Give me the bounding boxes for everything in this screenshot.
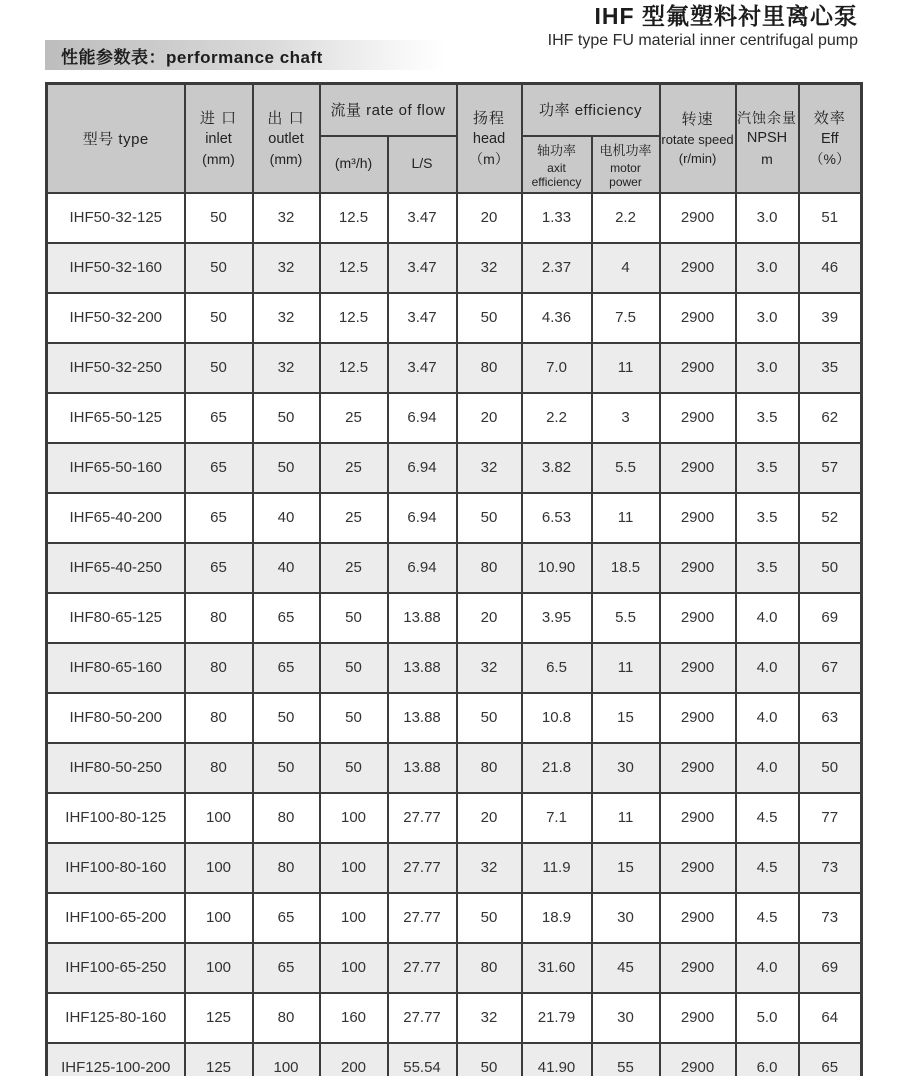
value-cell: 100: [185, 793, 253, 843]
value-cell: 4: [592, 243, 660, 293]
value-cell: 11: [592, 643, 660, 693]
value-cell: 6.5: [522, 643, 592, 693]
value-cell: 55: [592, 1043, 660, 1076]
col-header-power: [522, 84, 660, 136]
value-cell: 50: [185, 193, 253, 243]
value-cell: 2900: [660, 893, 736, 943]
value-cell: 32: [253, 193, 320, 243]
value-cell: 2900: [660, 793, 736, 843]
speed-zh: 转速: [681, 110, 714, 128]
value-cell: 65: [253, 593, 320, 643]
table-row: [47, 443, 862, 493]
value-cell: 20: [457, 393, 522, 443]
value-cell: 80: [253, 993, 320, 1043]
value-cell: 100: [320, 943, 388, 993]
value-cell: 40: [253, 493, 320, 543]
value-cell: 52: [799, 493, 862, 543]
value-cell: 3: [592, 393, 660, 443]
table-header: [47, 84, 862, 193]
value-cell: 3.47: [388, 343, 457, 393]
table-row: [47, 743, 862, 793]
value-cell: 125: [185, 993, 253, 1043]
value-cell: 3.5: [736, 543, 799, 593]
table-row: [47, 643, 862, 693]
value-cell: 80: [185, 693, 253, 743]
value-cell: 3.0: [736, 243, 799, 293]
value-cell: 4.5: [736, 893, 799, 943]
value-cell: 2900: [660, 293, 736, 343]
value-cell: 2900: [660, 243, 736, 293]
value-cell: 65: [253, 943, 320, 993]
col-header-head: [457, 84, 522, 193]
model-cell: IHF50-32-250: [47, 343, 185, 393]
value-cell: 30: [592, 993, 660, 1043]
inlet-zh: 进 口: [199, 109, 238, 127]
value-cell: 13.88: [388, 743, 457, 793]
value-cell: 11: [592, 793, 660, 843]
value-cell: 4.36: [522, 293, 592, 343]
outlet-unit: (mm): [269, 151, 303, 167]
model-cell: IHF80-50-200: [47, 693, 185, 743]
value-cell: 2900: [660, 743, 736, 793]
value-cell: 65: [799, 1043, 862, 1076]
eff-zh: 效率: [813, 109, 846, 127]
value-cell: 10.90: [522, 543, 592, 593]
value-cell: 10.8: [522, 693, 592, 743]
value-cell: 50: [253, 443, 320, 493]
value-cell: 100: [320, 893, 388, 943]
page-title-zh: IHF 型氟塑料衬里离心泵: [594, 3, 858, 29]
value-cell: 4.5: [736, 843, 799, 893]
speed-unit: (r/min): [678, 150, 717, 166]
value-cell: 3.47: [388, 243, 457, 293]
table-row: [47, 293, 862, 343]
table-row: [47, 943, 862, 993]
table-row: [47, 843, 862, 893]
value-cell: 2900: [660, 693, 736, 743]
value-cell: 32: [457, 443, 522, 493]
col-header-outlet: [253, 84, 320, 193]
npsh-en: NPSH: [746, 130, 788, 146]
value-cell: 5.5: [592, 593, 660, 643]
value-cell: 18.5: [592, 543, 660, 593]
table-row: [47, 343, 862, 393]
value-cell: 50: [457, 693, 522, 743]
value-cell: 7.0: [522, 343, 592, 393]
value-cell: 4.0: [736, 943, 799, 993]
col-header-npsh: [736, 84, 799, 193]
inlet-en: inlet: [205, 130, 232, 147]
value-cell: 6.94: [388, 543, 457, 593]
value-cell: 50: [320, 693, 388, 743]
value-cell: 20: [457, 793, 522, 843]
value-cell: 32: [253, 243, 320, 293]
value-cell: 3.5: [736, 393, 799, 443]
model-cell: IHF65-50-125: [47, 393, 185, 443]
value-cell: 18.9: [522, 893, 592, 943]
value-cell: 2900: [660, 193, 736, 243]
outlet-en: outlet: [268, 130, 304, 147]
value-cell: 2900: [660, 393, 736, 443]
value-cell: 25: [320, 443, 388, 493]
value-cell: 3.5: [736, 443, 799, 493]
value-cell: 32: [457, 843, 522, 893]
col-header-flow: [320, 84, 457, 136]
value-cell: 5.0: [736, 993, 799, 1043]
value-cell: 100: [253, 1043, 320, 1076]
value-cell: 2900: [660, 843, 736, 893]
value-cell: 13.88: [388, 593, 457, 643]
value-cell: 2.37: [522, 243, 592, 293]
value-cell: 62: [799, 393, 862, 443]
value-cell: 50: [253, 693, 320, 743]
value-cell: 65: [185, 393, 253, 443]
value-cell: 69: [799, 593, 862, 643]
value-cell: 6.94: [388, 443, 457, 493]
value-cell: 3.0: [736, 343, 799, 393]
value-cell: 4.0: [736, 593, 799, 643]
col-header-type: [47, 84, 185, 193]
value-cell: 50: [799, 743, 862, 793]
value-cell: 2900: [660, 643, 736, 693]
value-cell: 100: [185, 893, 253, 943]
value-cell: 4.5: [736, 793, 799, 843]
title-block: [548, 2, 858, 51]
value-cell: 6.94: [388, 393, 457, 443]
value-cell: 20: [457, 593, 522, 643]
value-cell: 2.2: [592, 193, 660, 243]
value-cell: 80: [457, 543, 522, 593]
table-row: [47, 693, 862, 743]
value-cell: 2900: [660, 543, 736, 593]
page-title-en: IHF type FU material inner centrifugal pump: [547, 32, 858, 49]
value-cell: 50: [253, 743, 320, 793]
eff-unit: （%）: [809, 151, 850, 167]
value-cell: 7.5: [592, 293, 660, 343]
value-cell: 21.8: [522, 743, 592, 793]
value-cell: 50: [185, 343, 253, 393]
table-row: [47, 793, 862, 843]
section-label-strip: [45, 40, 445, 70]
table-row: [47, 893, 862, 943]
value-cell: 2900: [660, 493, 736, 543]
value-cell: 65: [185, 443, 253, 493]
value-cell: 3.95: [522, 593, 592, 643]
value-cell: 100: [320, 843, 388, 893]
value-cell: 32: [253, 343, 320, 393]
model-cell: IHF100-80-160: [47, 843, 185, 893]
flow-m3h-label: (m³/h): [334, 155, 373, 171]
value-cell: 51: [799, 193, 862, 243]
value-cell: 160: [320, 993, 388, 1043]
value-cell: 67: [799, 643, 862, 693]
col-header-motor-power: [592, 136, 660, 193]
value-cell: 25: [320, 493, 388, 543]
value-cell: 15: [592, 843, 660, 893]
value-cell: 3.0: [736, 293, 799, 343]
header-row-1: [47, 84, 862, 136]
value-cell: 11.9: [522, 843, 592, 893]
value-cell: 2900: [660, 343, 736, 393]
value-cell: 3.47: [388, 193, 457, 243]
model-cell: IHF100-65-250: [47, 943, 185, 993]
section-label: 性能参数表：performance chaft: [61, 47, 323, 67]
outlet-zh: 出 口: [267, 109, 305, 127]
table-row: [47, 1043, 862, 1076]
value-cell: 3.47: [388, 293, 457, 343]
value-cell: 39: [799, 293, 862, 343]
value-cell: 64: [799, 993, 862, 1043]
flow-label: 流量 rate of flow: [330, 102, 446, 120]
value-cell: 31.60: [522, 943, 592, 993]
model-cell: IHF100-65-200: [47, 893, 185, 943]
value-cell: 50: [457, 493, 522, 543]
value-cell: 65: [185, 493, 253, 543]
value-cell: 7.1: [522, 793, 592, 843]
value-cell: 32: [253, 293, 320, 343]
col-header-speed: [660, 84, 736, 193]
col-header-eff: [799, 84, 862, 193]
value-cell: 6.53: [522, 493, 592, 543]
model-cell: IHF80-50-250: [47, 743, 185, 793]
value-cell: 50: [185, 293, 253, 343]
model-cell: IHF125-80-160: [47, 993, 185, 1043]
motor-power-zh: 电机功率: [599, 142, 652, 158]
value-cell: 73: [799, 893, 862, 943]
model-cell: IHF100-80-125: [47, 793, 185, 843]
performance-table-wrapper: [45, 82, 860, 1076]
value-cell: 21.79: [522, 993, 592, 1043]
model-cell: IHF50-32-160: [47, 243, 185, 293]
flow-ls-label: L/S: [411, 155, 433, 171]
value-cell: 50: [799, 543, 862, 593]
value-cell: 50: [320, 743, 388, 793]
value-cell: 80: [185, 643, 253, 693]
value-cell: 41.90: [522, 1043, 592, 1076]
value-cell: 45: [592, 943, 660, 993]
value-cell: 100: [185, 943, 253, 993]
value-cell: 27.77: [388, 843, 457, 893]
value-cell: 100: [185, 843, 253, 893]
head-en: head: [472, 130, 506, 147]
value-cell: 80: [457, 343, 522, 393]
value-cell: 4.0: [736, 743, 799, 793]
value-cell: 2900: [660, 593, 736, 643]
performance-table: [45, 82, 863, 1076]
value-cell: 12.5: [320, 193, 388, 243]
npsh-unit: m: [761, 150, 773, 167]
value-cell: 3.5: [736, 493, 799, 543]
value-cell: 50: [185, 243, 253, 293]
value-cell: 15: [592, 693, 660, 743]
value-cell: 12.5: [320, 343, 388, 393]
col-header-flow-ls: [388, 136, 457, 193]
table-row: [47, 393, 862, 443]
speed-en: rotate speed: [661, 131, 734, 147]
value-cell: 80: [457, 743, 522, 793]
value-cell: 6.0: [736, 1043, 799, 1076]
col-header-type-label: 型号 type: [82, 130, 149, 148]
value-cell: 2900: [660, 1043, 736, 1076]
value-cell: 27.77: [388, 993, 457, 1043]
value-cell: 35: [799, 343, 862, 393]
value-cell: 30: [592, 743, 660, 793]
value-cell: 2900: [660, 443, 736, 493]
value-cell: 65: [253, 893, 320, 943]
value-cell: 77: [799, 793, 862, 843]
col-header-flow-m3h: [320, 136, 388, 193]
value-cell: 55.54: [388, 1043, 457, 1076]
value-cell: 1.33: [522, 193, 592, 243]
value-cell: 13.88: [388, 693, 457, 743]
value-cell: 32: [457, 993, 522, 1043]
value-cell: 2900: [660, 943, 736, 993]
value-cell: 3.0: [736, 193, 799, 243]
col-header-inlet: [185, 84, 253, 193]
value-cell: 27.77: [388, 793, 457, 843]
value-cell: 69: [799, 943, 862, 993]
value-cell: 2.2: [522, 393, 592, 443]
value-cell: 30: [592, 893, 660, 943]
head-zh: 扬程: [473, 109, 506, 127]
col-header-shaft-power: [522, 136, 592, 193]
value-cell: 65: [185, 543, 253, 593]
value-cell: 2900: [660, 993, 736, 1043]
table-row: [47, 193, 862, 243]
value-cell: 11: [592, 493, 660, 543]
value-cell: 80: [185, 743, 253, 793]
value-cell: 80: [253, 793, 320, 843]
table-body: [47, 193, 862, 1076]
value-cell: 13.88: [388, 643, 457, 693]
shaft-power-zh: 轴功率: [537, 142, 577, 158]
value-cell: 20: [457, 193, 522, 243]
table-row: [47, 993, 862, 1043]
value-cell: 27.77: [388, 943, 457, 993]
value-cell: 57: [799, 443, 862, 493]
value-cell: 50: [320, 593, 388, 643]
value-cell: 3.82: [522, 443, 592, 493]
value-cell: 50: [457, 1043, 522, 1076]
table-row: [47, 243, 862, 293]
model-cell: IHF50-32-200: [47, 293, 185, 343]
model-cell: IHF65-50-160: [47, 443, 185, 493]
value-cell: 32: [457, 243, 522, 293]
model-cell: IHF65-40-250: [47, 543, 185, 593]
shaft-power-en: axit efficiency: [531, 160, 582, 189]
value-cell: 50: [253, 393, 320, 443]
value-cell: 50: [457, 893, 522, 943]
value-cell: 25: [320, 393, 388, 443]
value-cell: 80: [185, 593, 253, 643]
model-cell: IHF80-65-125: [47, 593, 185, 643]
table-row: [47, 493, 862, 543]
motor-power-en: motor power: [609, 160, 642, 189]
value-cell: 6.94: [388, 493, 457, 543]
table-row: [47, 593, 862, 643]
head-unit: （m）: [469, 151, 509, 167]
table-row: [47, 543, 862, 593]
value-cell: 12.5: [320, 293, 388, 343]
value-cell: 100: [320, 793, 388, 843]
value-cell: 27.77: [388, 893, 457, 943]
value-cell: 80: [253, 843, 320, 893]
value-cell: 40: [253, 543, 320, 593]
value-cell: 73: [799, 843, 862, 893]
value-cell: 5.5: [592, 443, 660, 493]
eff-en: Eff: [821, 130, 839, 147]
value-cell: 4.0: [736, 643, 799, 693]
value-cell: 4.0: [736, 693, 799, 743]
value-cell: 12.5: [320, 243, 388, 293]
value-cell: 46: [799, 243, 862, 293]
inlet-unit: (mm): [202, 151, 235, 167]
model-cell: IHF50-32-125: [47, 193, 185, 243]
value-cell: 80: [457, 943, 522, 993]
value-cell: 65: [253, 643, 320, 693]
value-cell: 11: [592, 343, 660, 393]
model-cell: IHF80-65-160: [47, 643, 185, 693]
model-cell: IHF125-100-200: [47, 1043, 185, 1076]
value-cell: 200: [320, 1043, 388, 1076]
value-cell: 50: [320, 643, 388, 693]
power-label: 功率 efficiency: [539, 102, 642, 120]
value-cell: 125: [185, 1043, 253, 1076]
value-cell: 25: [320, 543, 388, 593]
value-cell: 63: [799, 693, 862, 743]
npsh-zh: 汽蚀余量: [737, 110, 798, 126]
model-cell: IHF65-40-200: [47, 493, 185, 543]
value-cell: 50: [457, 293, 522, 343]
value-cell: 32: [457, 643, 522, 693]
